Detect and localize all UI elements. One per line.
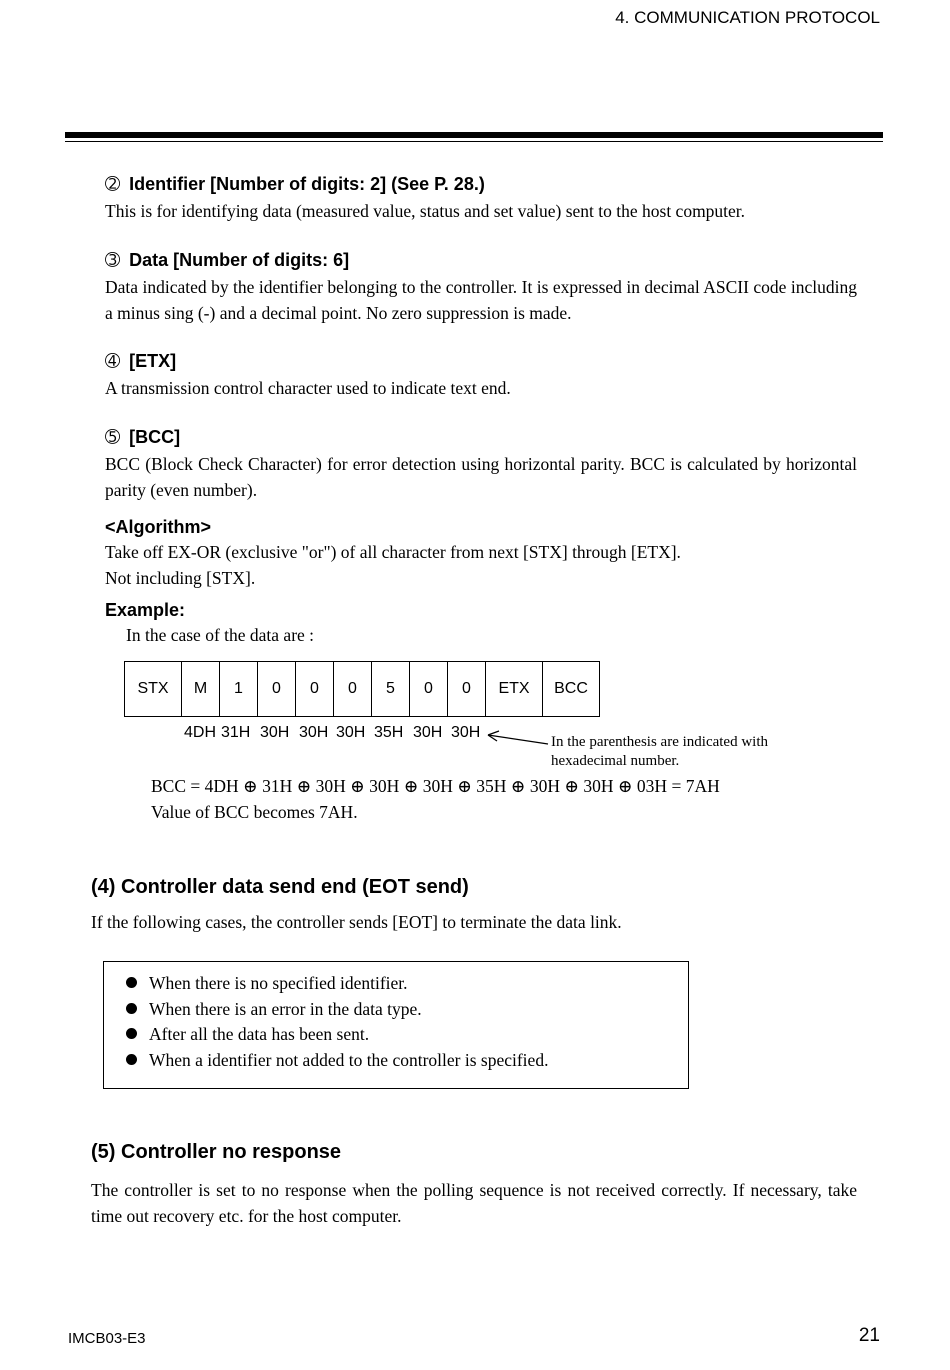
frame-cell: M <box>182 662 220 717</box>
bullet-icon <box>126 1003 137 1014</box>
bullet-icon <box>126 1054 137 1065</box>
frame-cell: 0 <box>296 662 334 717</box>
frame-cell: 0 <box>334 662 372 717</box>
list-item: When there is an error in the data type. <box>126 997 688 1023</box>
section-4-text: If the following cases, the controller sends [EOT] to terminate the data link. <box>91 912 622 932</box>
hex-note: In the parenthesis are indicated with hexadecimal number. <box>551 734 769 769</box>
bcc-heading <box>105 427 180 448</box>
page-number: 21 <box>858 1325 880 1346</box>
header-rule-thick <box>65 132 883 138</box>
section-4-heading: (4) Controller data send end (EOT send) <box>91 876 469 898</box>
note-arrow-icon <box>484 728 550 748</box>
etx-title: [ETX] <box>129 351 177 371</box>
etx-heading <box>105 351 176 372</box>
hex-code: 30H <box>299 724 329 741</box>
hex-code: 35H <box>374 724 404 741</box>
list-item: When a identifier not added to the controller is specified. <box>126 1048 688 1074</box>
bcc-formula: BCC = 4DH ⊕ 31H ⊕ 30H ⊕ 30H ⊕ 30H ⊕ 35H ⊕ 30H ⊕ 30H ⊕ 03H = 7AH <box>151 776 720 796</box>
frame-cell: 0 <box>258 662 296 717</box>
item-number-5: ➄ <box>105 427 121 447</box>
item-number-4: ➃ <box>105 351 121 371</box>
frame-cell: 0 <box>410 662 448 717</box>
hex-code: 30H <box>336 724 366 741</box>
list-item: When there is no specified identifier. <box>126 971 688 997</box>
frame-cell: 1 <box>220 662 258 717</box>
frame-cell: 5 <box>372 662 410 717</box>
bcc-result: Value of BCC becomes 7AH. <box>151 802 358 822</box>
data-frame-table <box>124 661 600 717</box>
data-text: Data indicated by the identifier belonging to the controller. It is expressed in decimal ASCII code including a minus sing (-) and a decimal point. No zero suppression is made. <box>105 277 857 323</box>
frame-cell-etx: ETX <box>486 662 543 717</box>
frame-cell: 0 <box>448 662 486 717</box>
bcc-text: BCC (Block Check Character) for error detection using horizontal parity. BCC is calculated by horizontal parity (even number). <box>105 454 857 500</box>
bullet-icon <box>126 1028 137 1039</box>
running-header: 4. COMMUNICATION PROTOCOL <box>615 8 880 27</box>
header-rule-thin <box>65 141 883 142</box>
document-id: IMCB03-E3 <box>68 1330 146 1347</box>
example-intro: In the case of the data are : <box>126 625 315 645</box>
identifier-heading <box>105 174 485 195</box>
bullet-icon <box>126 977 137 988</box>
item-number-3: ➂ <box>105 250 121 270</box>
item-number-2: ➁ <box>105 174 121 194</box>
algorithm-line-2: Not including [STX]. <box>105 568 256 588</box>
section-5-text: The controller is set to no response when the polling sequence is not received correctly. If necessary, take time out recovery etc. for the host computer. <box>91 1180 857 1226</box>
eot-cases-list <box>104 962 688 1073</box>
example-heading: Example: <box>105 600 186 620</box>
frame-cell-stx: STX <box>125 662 182 717</box>
bcc-title: [BCC] <box>129 427 181 447</box>
hex-code: 30H <box>413 724 443 741</box>
etx-text: A transmission control character used to indicate text end. <box>105 378 511 398</box>
data-frame-row <box>125 662 600 717</box>
hex-code: 30H <box>451 724 481 741</box>
frame-cell-bcc: BCC <box>543 662 600 717</box>
eot-cases-box <box>103 961 689 1089</box>
hex-code: 30H <box>260 724 290 741</box>
list-item: After all the data has been sent. <box>126 1022 688 1048</box>
identifier-text: This is for identifying data (measured value, status and set value) sent to the host computer. <box>105 201 746 221</box>
hex-code: 31H <box>221 724 251 741</box>
section-5-heading: (5) Controller no response <box>91 1141 342 1163</box>
algorithm-heading: <Algorithm> <box>105 517 212 537</box>
hex-code: 4DH <box>184 724 217 741</box>
algorithm-line-1: Take off EX-OR (exclusive "or") of all character from next [STX] through [ETX]. <box>105 542 681 562</box>
data-title: Data [Number of digits: 6] <box>129 250 350 270</box>
data-heading <box>105 250 349 271</box>
identifier-title: Identifier [Number of digits: 2] (See P. 28.) <box>129 174 485 194</box>
